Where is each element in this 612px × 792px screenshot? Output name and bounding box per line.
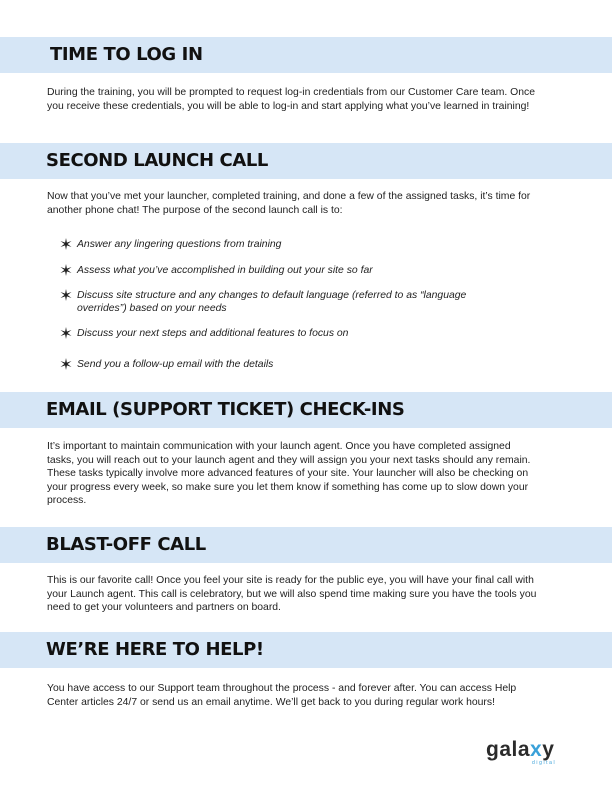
bullet-text: Discuss site structure and any changes to default language (referred to as “language overrides”) based on your needs bbox=[77, 290, 467, 315]
list-item bbox=[60, 327, 520, 340]
list-item bbox=[60, 358, 520, 371]
section-header-time-to-log-in bbox=[0, 37, 612, 73]
sparkle-star-icon bbox=[60, 264, 72, 276]
section-body: It’s important to maintain communication with your launch agent. Once you have completed assigned tasks, you will reach out to your launch agent and they will assign you your next tasks should any remain. These tasks typically involve more advanced features of your site. Your launcher will also be checking on your progress every week, so make sure you let them know if something has come up to slow down your process. bbox=[47, 441, 531, 507]
section-heading: BLAST-OFF CALL bbox=[46, 534, 206, 555]
section-header-here-to-help bbox=[0, 632, 612, 668]
galaxy-digital-logo bbox=[486, 738, 566, 768]
bullet-text: Send you a follow-up email with the details bbox=[77, 359, 274, 370]
section-body: During the training, you will be prompted to request log-in credentials from our Customer Care team. Once you receive these credentials, you will be able to log-in and start applying what you’ve learned in training! bbox=[47, 87, 536, 112]
list-item bbox=[60, 264, 520, 277]
section-body: You have access to our Support team throughout the process - and forever after. You can access Help Center articles 24/7 or send us an email anytime. We’ll get back to you during regular work hours! bbox=[47, 683, 517, 708]
list-item bbox=[60, 289, 520, 315]
section-heading: TIME TO LOG IN bbox=[50, 44, 203, 65]
section-header-email-check-ins bbox=[0, 392, 612, 428]
sparkle-star-icon bbox=[60, 358, 72, 370]
section-body: This is our favorite call! Once you feel your site is ready for the public eye, you will have your final call with your Launch agent. This call is celebratory, but we will also spend time making sure you have the tools you need to get your volunteers and partners on board. bbox=[47, 575, 537, 614]
bullet-text: Discuss your next steps and additional features to focus on bbox=[77, 328, 349, 339]
section-header-second-launch-call bbox=[0, 143, 612, 179]
logo-subtitle: digital bbox=[532, 760, 557, 766]
bullet-text: Answer any lingering questions from training bbox=[77, 239, 282, 250]
sparkle-star-icon bbox=[60, 327, 72, 339]
section-heading: WE’RE HERE TO HELP! bbox=[46, 639, 264, 660]
section-body: Now that you’ve met your launcher, completed training, and done a few of the assigned tasks, it’s time for another phone chat! The purpose of the second launch call is to: bbox=[47, 191, 531, 216]
section-heading: EMAIL (SUPPORT TICKET) CHECK-INS bbox=[46, 399, 405, 420]
sparkle-star-icon bbox=[60, 238, 72, 250]
list-item bbox=[60, 238, 520, 251]
bullet-text: Assess what you’ve accomplished in building out your site so far bbox=[77, 265, 373, 276]
section-header-blast-off-call bbox=[0, 527, 612, 563]
logo-wordmark: galaxy bbox=[486, 738, 555, 761]
sparkle-star-icon bbox=[60, 289, 72, 301]
section-heading: SECOND LAUNCH CALL bbox=[46, 150, 268, 171]
